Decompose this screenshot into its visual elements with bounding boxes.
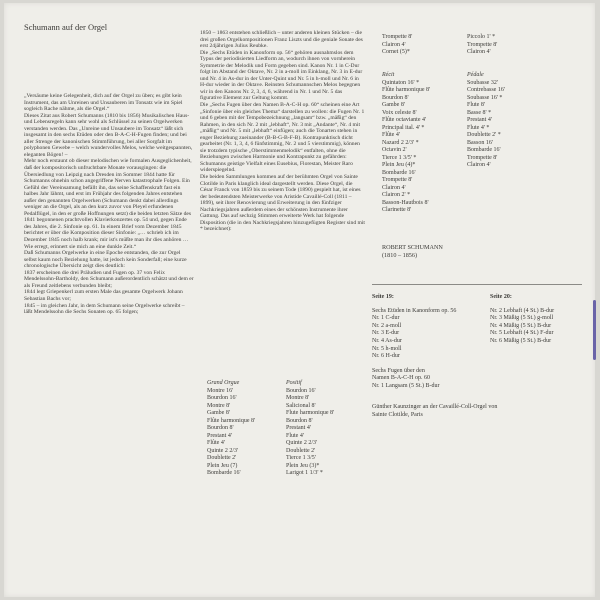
track-line: Sechs Fugen über den — [372, 367, 425, 374]
stop: Piccolo 1' * — [467, 34, 496, 40]
side-heading: Seite 20: — [490, 294, 512, 300]
positif-stoplist — [286, 380, 334, 478]
stop: Basson 16' — [467, 139, 493, 146]
side-19-tracklist — [372, 294, 472, 391]
stop: Flute 8' — [467, 102, 485, 108]
stop: Montre 16' — [207, 387, 234, 394]
stop: Flute 4' — [286, 432, 304, 439]
track-line: Nr. 6 Mäßig (5 St.) B-dur — [490, 337, 552, 344]
text-column-left — [24, 93, 194, 316]
grand-orgue-continuation — [467, 34, 497, 57]
stop: Plein Jeu (3)* — [286, 462, 320, 469]
stop: Clairon 4' — [467, 162, 491, 168]
stop: Principal ital. 4' * — [382, 124, 425, 131]
stop: Flûte octaviante 4' — [382, 117, 427, 123]
stop: Soubasse 16' * — [467, 94, 503, 101]
stop: Trompette 8' — [467, 41, 498, 48]
division-heading: Récit — [382, 72, 395, 78]
stop: Voix celeste 8' — [382, 109, 417, 116]
stop: Doublette 2' — [207, 455, 237, 461]
stop: Cornet (5)* — [382, 49, 410, 55]
track-line: Sechs Etüden in Kanonform op. 56 — [372, 307, 457, 314]
stop: Quinte 2 2/3' — [286, 440, 318, 446]
stop: Trompette 8' — [382, 34, 413, 40]
performer-credit — [372, 404, 582, 419]
stop: Contrebasse 16' — [467, 87, 505, 93]
stop: Nazard 2 2/3' * — [382, 139, 419, 146]
composer-name: ROBERT SCHUMANN — [382, 244, 443, 251]
division-heading: Positif — [286, 380, 302, 386]
track-line: Nr. 1 Langsam (5 St.) B-dur — [372, 382, 440, 389]
paragraph: Die „Sechs Etüden in Kanonform op. 56“ gehören ausnahmslos dem Typus der periodisierten Liedform an, wodurch ihnen von vornherein Symmetrie der Melodik und Form gegeben sind. Kanon Nr. 1 in C-Dur folgt im Abstand der Oktave, Nr. 2 in a-moll im Einklang, Nr. 3 in E-dur und Nr. 4 in As-dur in der Unter-Quint und Nr. 5 in h-moll und Nr. 6 in H-dur wieder in der Oktave. Reinsten Schumannschen Melos begegnen wir in den Kanons Nr. 2, 3, 4, 6, während in Nr. 1 und Nr. 5 das figurative Element zur Geltung kommt. — [200, 49, 363, 102]
stop: Clairon 2' * — [382, 192, 411, 198]
stop: Clarinette 8' — [382, 207, 412, 213]
stop: Flûte 4' — [207, 440, 225, 446]
track-line: Nr. 4 Mäßig (5 St.) B-dur — [490, 322, 552, 329]
paragraph: 1850 – 1863 entstehen schließlich – unter anderen kleinen Stücken – die drei großen Orgelkompositionen Franz Liszts und die geniale Sonate des erst 24jährigen Julius Reubke. — [200, 30, 363, 50]
track-line: Nr. 6 H-dur — [372, 353, 400, 360]
paragraph: Mehr noch erstaunt ob dieser melodischen wie formalen Ausgeglichenheit, daß der kompositorisch unfruchtbare Monate vorausgingen: die Übersiedlung von Leipzig nach Dresden im Sommer 1844 hatte für Schumanns ohnehin schon angegriffene Nerven katastrophale Folgen. Ein Gefühl der Vereinsamung befällt ihn, das seine Schaffenskraft fast ein halbes Jahr lähmt, und erst im Frühjahr des folgenden Jahres entstehen außer den genannten Orgelwerken (Schumann denkt dabei allerdings weniger an die Orgel, als an den kurz zuvor von Pleyel erfundenen Pedalflügel, in den er große Hoffnungen setzt) die beiden letzten Sätze des 1841 begonnenen prachtvollen Klavierkonzertes op. 54 und, gegen Ende des Jahres, die 2. Sinfonie op. 61. In einem Brief vom Dezember 1845 berichtet er über die Komposition dieser Sinfonie: „… schrieb ich im Dezember 1845 noch halb krank; mir ist's müßte man ihr dies anhören … Wie erregt, erinnert sie mich an eine dunkle Zeit.“ — [24, 158, 192, 250]
stop: Prestant 4' — [467, 117, 492, 123]
stop: Bombarde 16' — [467, 147, 501, 153]
track-line: Nr. 1 C-dur — [372, 315, 400, 322]
paragraph: Die beiden Sammlungen kommen auf der berühmten Orgel von Sainte Clotilde in Paris klanglich ideal dargestellt werden. Diese Orgel, die César Franck von 1859 bis zu seinem Tode (1890) gespielt hat, ist eines der bedeutendsten Meisterwerke von Aristide Cavaillé-Coll (1811 – 1899), seit ihrer Renovierung und Erweiterung in den fünfziger Nachkriegsjahren außerdem eines der schönsten Instrumente ihrer Gattung. Das auf sechzig Stimmen erweiterte Werk hat folgende Disposition (die in den Nachkriegsjahren hinzugefügten Register sind mit * bezeichnet): — [200, 174, 365, 233]
track-line: Namen B-A-C-H op. 60 — [372, 375, 430, 382]
side-20-tracklist — [490, 294, 590, 346]
paragraph: 1845 – im gleichen Jahr, in dem Schumann seine Orgelwerke schreibt – läßt Mendelssohn die Sechs Sonaten op. 65 folgen; — [24, 302, 185, 316]
stop: Clairon 4' — [467, 49, 491, 55]
stop: Trompette 8' — [382, 177, 413, 183]
stop: Gambe 8' — [382, 102, 405, 108]
track-line: Nr. 2 Lebhaft (4 St.) B-dur — [490, 307, 555, 314]
stop: Bombarde 16' — [382, 169, 416, 176]
page-title: Schumann auf der Orgel — [24, 22, 108, 32]
stop: Bourdon 16' — [286, 387, 316, 394]
stop: Flûte harmonique 8' — [382, 87, 431, 93]
stop: Octavin 2' — [382, 147, 407, 153]
stop: Trompette 8' — [467, 154, 498, 161]
stop: Flûte 4' — [382, 132, 400, 138]
stop: Soubasse 32' — [467, 79, 498, 86]
paragraph: Daß Schumanns Orgelwerke in eine Epoche entstanden, die zur Orgel selbst kaum noch Beziehung hatte, ist jedoch kein Sonderfall; eine kurze chronologische Übersicht zeigt dies deutlich: — [24, 250, 187, 270]
stop: Plein Jeu (7) — [207, 462, 238, 469]
paragraph: Die „Sechs Fugen über den Namen B-A-C-H op. 60“ scheinen eine Art „Sinfonie über ein gleiches Thema“ darstellen zu wollen: die Fugen Nr. 1 und 6 geben mit der Tempobezeichnung „langsam“ bzw. „mäßig“ den Rahmen, in den sich Nr. 2 mit „lebhaft“, Nr. 3 mit „Andante“, Nr. 4 mit „mäßig“ und Nr. 5 mit „lebhaft“ einfügen; auch die Tonarten stehen in enger Beziehung zueinander (B-B-G-B-F-B). Kontrapunktisch dicht gearbeitet (Nr. 1, 3, 4, 6 fünfstimmig, Nr. 2 und 5 vierstimmig), können sie trotzdem typische „Oberstimmenmelodik“ entfalten, ohne die Beziehungen zwischen Harmonie und Kontrapunkt zu gefährden: Schumanns geistige Vielfalt eines Eusebius, Florestan, Meister Raro widerspiegelnd. — [200, 102, 365, 174]
stop: Bombarde 16' — [207, 470, 241, 476]
positif-continuation — [382, 34, 412, 57]
paragraph: „Versäume keine Gelegenheit, dich auf der Orgel zu üben; es gibt kein Instrument, das am Unreinen und Unsauberen im Tonsatz wie im Spiel sogleich Rache nähme, als die Orgel.“ — [24, 93, 183, 113]
sleeve-edge-mark — [593, 300, 596, 360]
stop: Basson-Hautbois 8' — [382, 199, 429, 206]
stop: Salicional 8' — [286, 402, 316, 409]
grand-orgue-stoplist — [207, 380, 255, 478]
division-heading: Pédale — [467, 72, 484, 78]
track-line: Nr. 5 h-moll — [372, 345, 402, 352]
stop: Montre 8' — [286, 395, 310, 401]
stop: Bourdon 8' — [286, 417, 313, 424]
track-line: Nr. 4 As-dur — [372, 337, 402, 344]
composer-block — [382, 244, 443, 259]
stop: Bourdon 8' — [382, 94, 409, 101]
track-line: Nr. 2 a-moll — [372, 322, 402, 329]
stop: Clairon 4' — [382, 41, 406, 48]
credit-line: Günther Kaunzinger an der Cavaillé-Coll-Orgel von — [372, 404, 498, 410]
stop: Flute harmonique 8' — [286, 410, 335, 416]
stop: Clairon 4' — [382, 184, 406, 191]
paragraph: 1837 erscheinen die drei Präludien und Fugen op. 37 von Felix Mendelssohn-Bartholdy, den Schumann außerordentlich schätzt und dem er als Freund zeitlebens verbunden bleibt; — [24, 269, 194, 289]
stop: Flûte harmonique 8' — [207, 417, 256, 424]
text-column-middle — [200, 30, 365, 233]
division-heading: Grand Orgue — [207, 380, 240, 386]
stop: Quinte 2 2/3' — [207, 447, 239, 454]
stop: Basse 8' * — [467, 109, 492, 116]
stop: Bourdon 8' — [207, 425, 234, 431]
track-line: Nr. 5 Lebhaft (4 St.) F-dur — [490, 330, 554, 337]
stop: Doublette 2' — [286, 447, 316, 454]
track-line: Nr. 3 E-dur — [372, 330, 400, 337]
stop: Bourdon 16' — [207, 395, 237, 401]
credit-line: Sainte Clotilde, Paris — [372, 411, 423, 418]
stop: Montre 8' — [207, 402, 231, 409]
divider — [372, 284, 582, 285]
stop: Larigot 1 1/3' * — [286, 470, 323, 476]
stop: Prestant 4' — [286, 425, 311, 431]
stop: Doublette 2' * — [467, 132, 501, 138]
stop: Tierce 1 3/5' — [286, 455, 316, 461]
side-heading: Seite 19: — [372, 294, 394, 300]
stop: Tierce 1 3/5' * — [382, 154, 417, 161]
composer-dates: (1810 – 1856) — [382, 251, 418, 259]
stop: Quintaton 16' * — [382, 79, 420, 86]
paragraph: 1844 legt Griepenkerl zum ersten Male das gesamte Orgelwerk Johann Sebastian Bachs vor; — [24, 289, 183, 302]
stop: Gambe 8' — [207, 410, 230, 416]
pedale-stoplist — [467, 72, 505, 170]
stop: Flute 4' * — [467, 124, 490, 131]
stop: Plein Jeu (4)* — [382, 162, 416, 168]
recit-stoplist — [382, 72, 430, 215]
stop: Prestant 4' — [207, 432, 232, 439]
paragraph: Dieses Zitat aus Robert Schumanns (1810 bis 1856) Musikalischen Haus- und Lebensregeln kann sehr wohl als Schlüssel zu seinen Orgelwerken verstanden werden. Das „Unreine und Unsaubere im Tonsatz“ läßt sich insgesamt in den sechs Etüden oder den B-A-C-H-Fugen finden; und bei aller Strenge der kanonischen Stimmführung, bei aller Sorgfalt im polyphonen Gewebe – welch wundervolles Melos, welche weitgespannten, eleganten Bögen! – — [24, 112, 193, 158]
track-line: Nr. 3 Mäßig (5 St.) g-moll — [490, 315, 554, 322]
